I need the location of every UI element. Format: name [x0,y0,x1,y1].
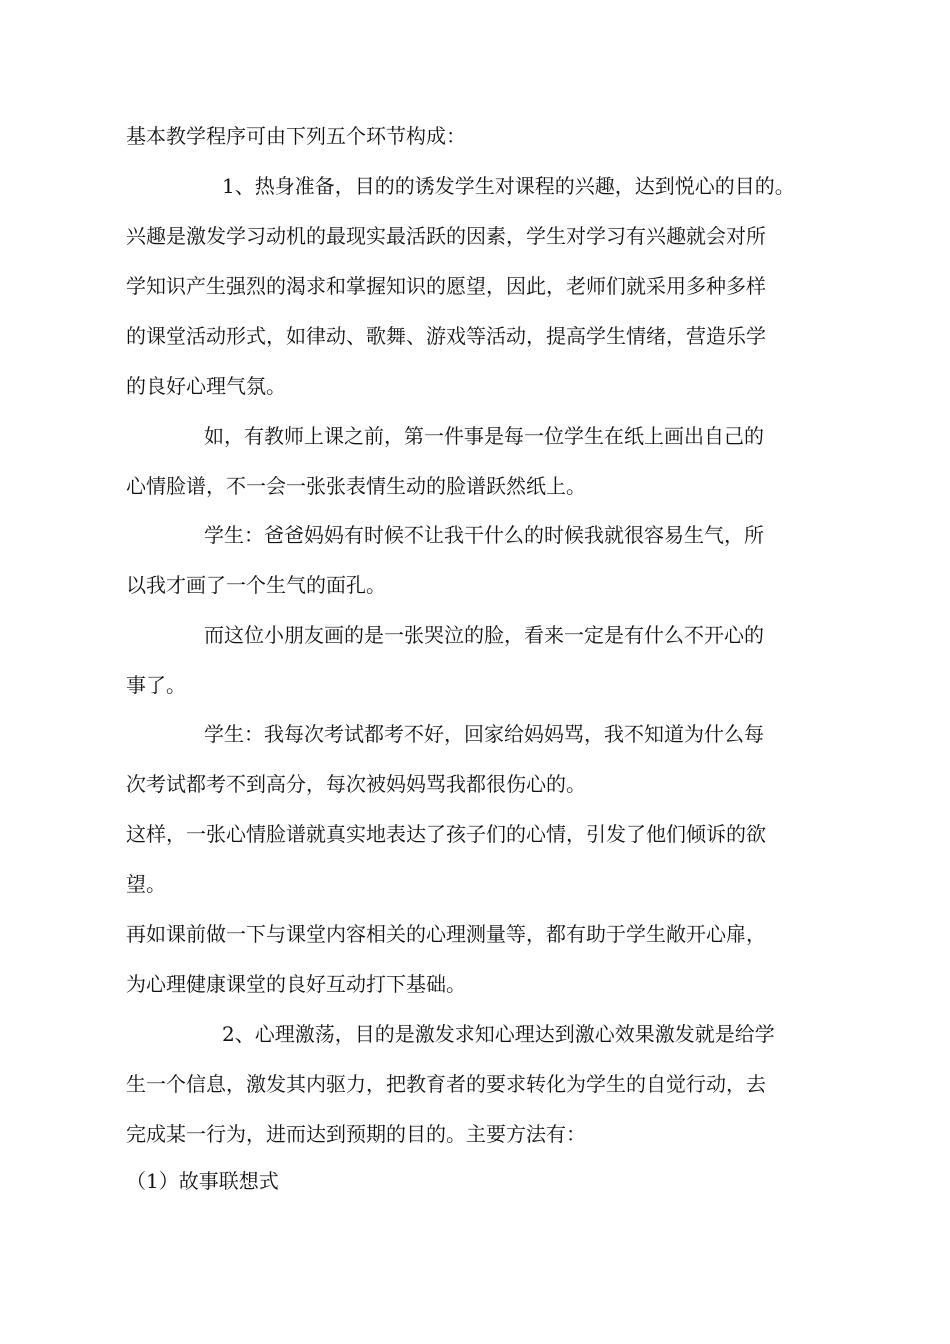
text-line: 1、热身准备，目的的诱发学生对课程的兴趣，达到悦心的目的。 [222,174,795,198]
text-line: 学知识产生强烈的渴求和掌握知识的愿望，因此，老师们就采用多种多样 [126,274,766,298]
text-line: 而这位小朋友画的是一张哭泣的脸，看来一定是有什么不开心的 [204,623,764,647]
text-line: 事了。 [126,673,186,697]
text-line: 望。 [126,872,166,896]
text-line: 完成某一行为，进而达到预期的目的。主要方法有： [126,1122,586,1146]
text-line: 如，有教师上课之前，第一件事是每一位学生在纸上画出自己的 [204,424,764,448]
text-line: 的课堂活动形式，如律动、歌舞、游戏等活动，提高学生情绪，营造乐学 [126,324,766,348]
text-line: 再如课前做一下与课堂内容相关的心理测量等，都有助于学生敞开心扉， [126,922,766,946]
text-line: 这样，一张心情脸谱就真实地表达了孩子们的心情，引发了他们倾诉的欲 [126,822,766,846]
text-line: 兴趣是激发学习动机的最现实最活跃的因素，学生对学习有兴趣就会对所 [126,224,766,248]
text-line: 学生：爸爸妈妈有时候不让我干什么的时候我就很容易生气，所 [204,523,764,547]
text-line: 生一个信息，激发其内驱力，把教育者的要求转化为学生的自觉行动，去 [126,1072,766,1096]
text-line: 基本教学程序可由下列五个环节构成： [126,124,466,148]
text-line: （1）故事联想式 [126,1169,279,1193]
text-line: 2、心理激荡，目的是激发求知心理达到激心效果激发就是给学 [222,1022,775,1046]
text-line: 学生：我每次考试都考不好，回家给妈妈骂，我不知道为什么每 [204,722,764,746]
text-line: 为心理健康课堂的良好互动打下基础。 [126,972,466,996]
text-line: 以我才画了一个生气的面孔。 [126,573,386,597]
text-line: 的良好心理气氛。 [126,374,286,398]
text-line: 心情脸谱，不一会一张张表情生动的脸谱跃然纸上。 [126,474,586,498]
text-line: 次考试都考不到高分，每次被妈妈骂我都很伤心的。 [126,772,586,796]
